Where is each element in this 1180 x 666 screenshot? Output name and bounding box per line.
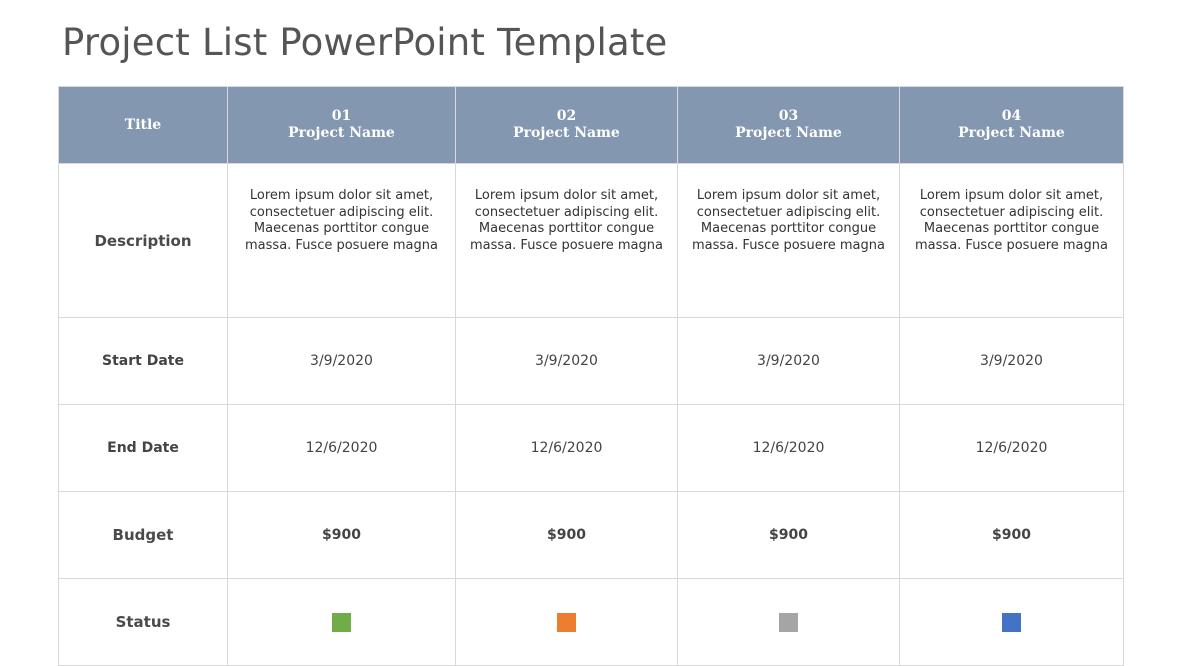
end-date-cell: 12/6/2020 (228, 405, 456, 492)
header-title-cell: Title (59, 87, 228, 164)
row-label-status: Status (59, 579, 228, 666)
project-number: 01 (331, 108, 352, 124)
status-indicator (779, 613, 798, 632)
budget-cell: $900 (900, 492, 1124, 579)
start-date-cell: 3/9/2020 (678, 318, 900, 405)
description-cell (456, 164, 678, 318)
description-line: Lorem ipsum dolor sit amet, (919, 188, 1104, 203)
description-row (59, 164, 1124, 318)
description-line: consectetuer adipiscing elit. (919, 204, 1104, 220)
project-number: 02 (556, 108, 577, 124)
page-title: Project List PowerPoint Template (62, 21, 668, 64)
start-date-cell: 3/9/2020 (456, 318, 678, 405)
project-number: 04 (1001, 108, 1022, 124)
end-date-cell: 12/6/2020 (678, 405, 900, 492)
description-line: consectetuer adipiscing elit. (249, 204, 434, 220)
budget-cell: $900 (456, 492, 678, 579)
end-date-cell: 12/6/2020 (900, 405, 1124, 492)
header-project-1 (228, 87, 456, 164)
description-line: Maecenas porttitor congue (923, 221, 1100, 236)
status-cell (900, 579, 1124, 666)
status-row (59, 579, 1124, 666)
description-line: Lorem ipsum dolor sit amet, (249, 188, 434, 203)
description-line: massa. Fusce posuere magna (915, 237, 1108, 253)
row-label-budget: Budget (59, 492, 228, 579)
description-line: Maecenas porttitor congue (253, 221, 430, 236)
budget-cell: $900 (678, 492, 900, 579)
end-date-row (59, 405, 1124, 492)
description-line: Lorem ipsum dolor sit amet, (696, 188, 881, 203)
status-indicator (332, 613, 351, 632)
budget-cell: $900 (228, 492, 456, 579)
description-line: massa. Fusce posuere magna (692, 237, 885, 253)
start-date-cell: 3/9/2020 (228, 318, 456, 405)
description-line: massa. Fusce posuere magna (245, 237, 438, 253)
project-number: 03 (778, 108, 799, 124)
project-name: Project Name (735, 125, 842, 141)
description-cell (228, 164, 456, 318)
status-cell (456, 579, 678, 666)
table-header-row (59, 87, 1124, 164)
row-label-description: Description (59, 164, 228, 318)
project-name: Project Name (288, 125, 395, 141)
header-project-3 (678, 87, 900, 164)
status-indicator (557, 613, 576, 632)
header-project-2 (456, 87, 678, 164)
description-line: Maecenas porttitor congue (478, 221, 655, 236)
description-line: consectetuer adipiscing elit. (696, 204, 881, 220)
description-line: Lorem ipsum dolor sit amet, (474, 188, 659, 203)
project-name: Project Name (958, 125, 1065, 141)
description-cell (900, 164, 1124, 318)
start-date-row (59, 318, 1124, 405)
budget-row (59, 492, 1124, 579)
description-line: massa. Fusce posuere magna (470, 237, 663, 253)
row-label-end-date: End Date (59, 405, 228, 492)
project-list-table (58, 86, 1124, 666)
header-project-4 (900, 87, 1124, 164)
end-date-cell: 12/6/2020 (456, 405, 678, 492)
description-cell (678, 164, 900, 318)
status-cell (228, 579, 456, 666)
status-cell (678, 579, 900, 666)
description-line: consectetuer adipiscing elit. (474, 204, 659, 220)
project-name: Project Name (513, 125, 620, 141)
row-label-start-date: Start Date (59, 318, 228, 405)
start-date-cell: 3/9/2020 (900, 318, 1124, 405)
status-indicator (1002, 613, 1021, 632)
description-line: Maecenas porttitor congue (700, 221, 877, 236)
